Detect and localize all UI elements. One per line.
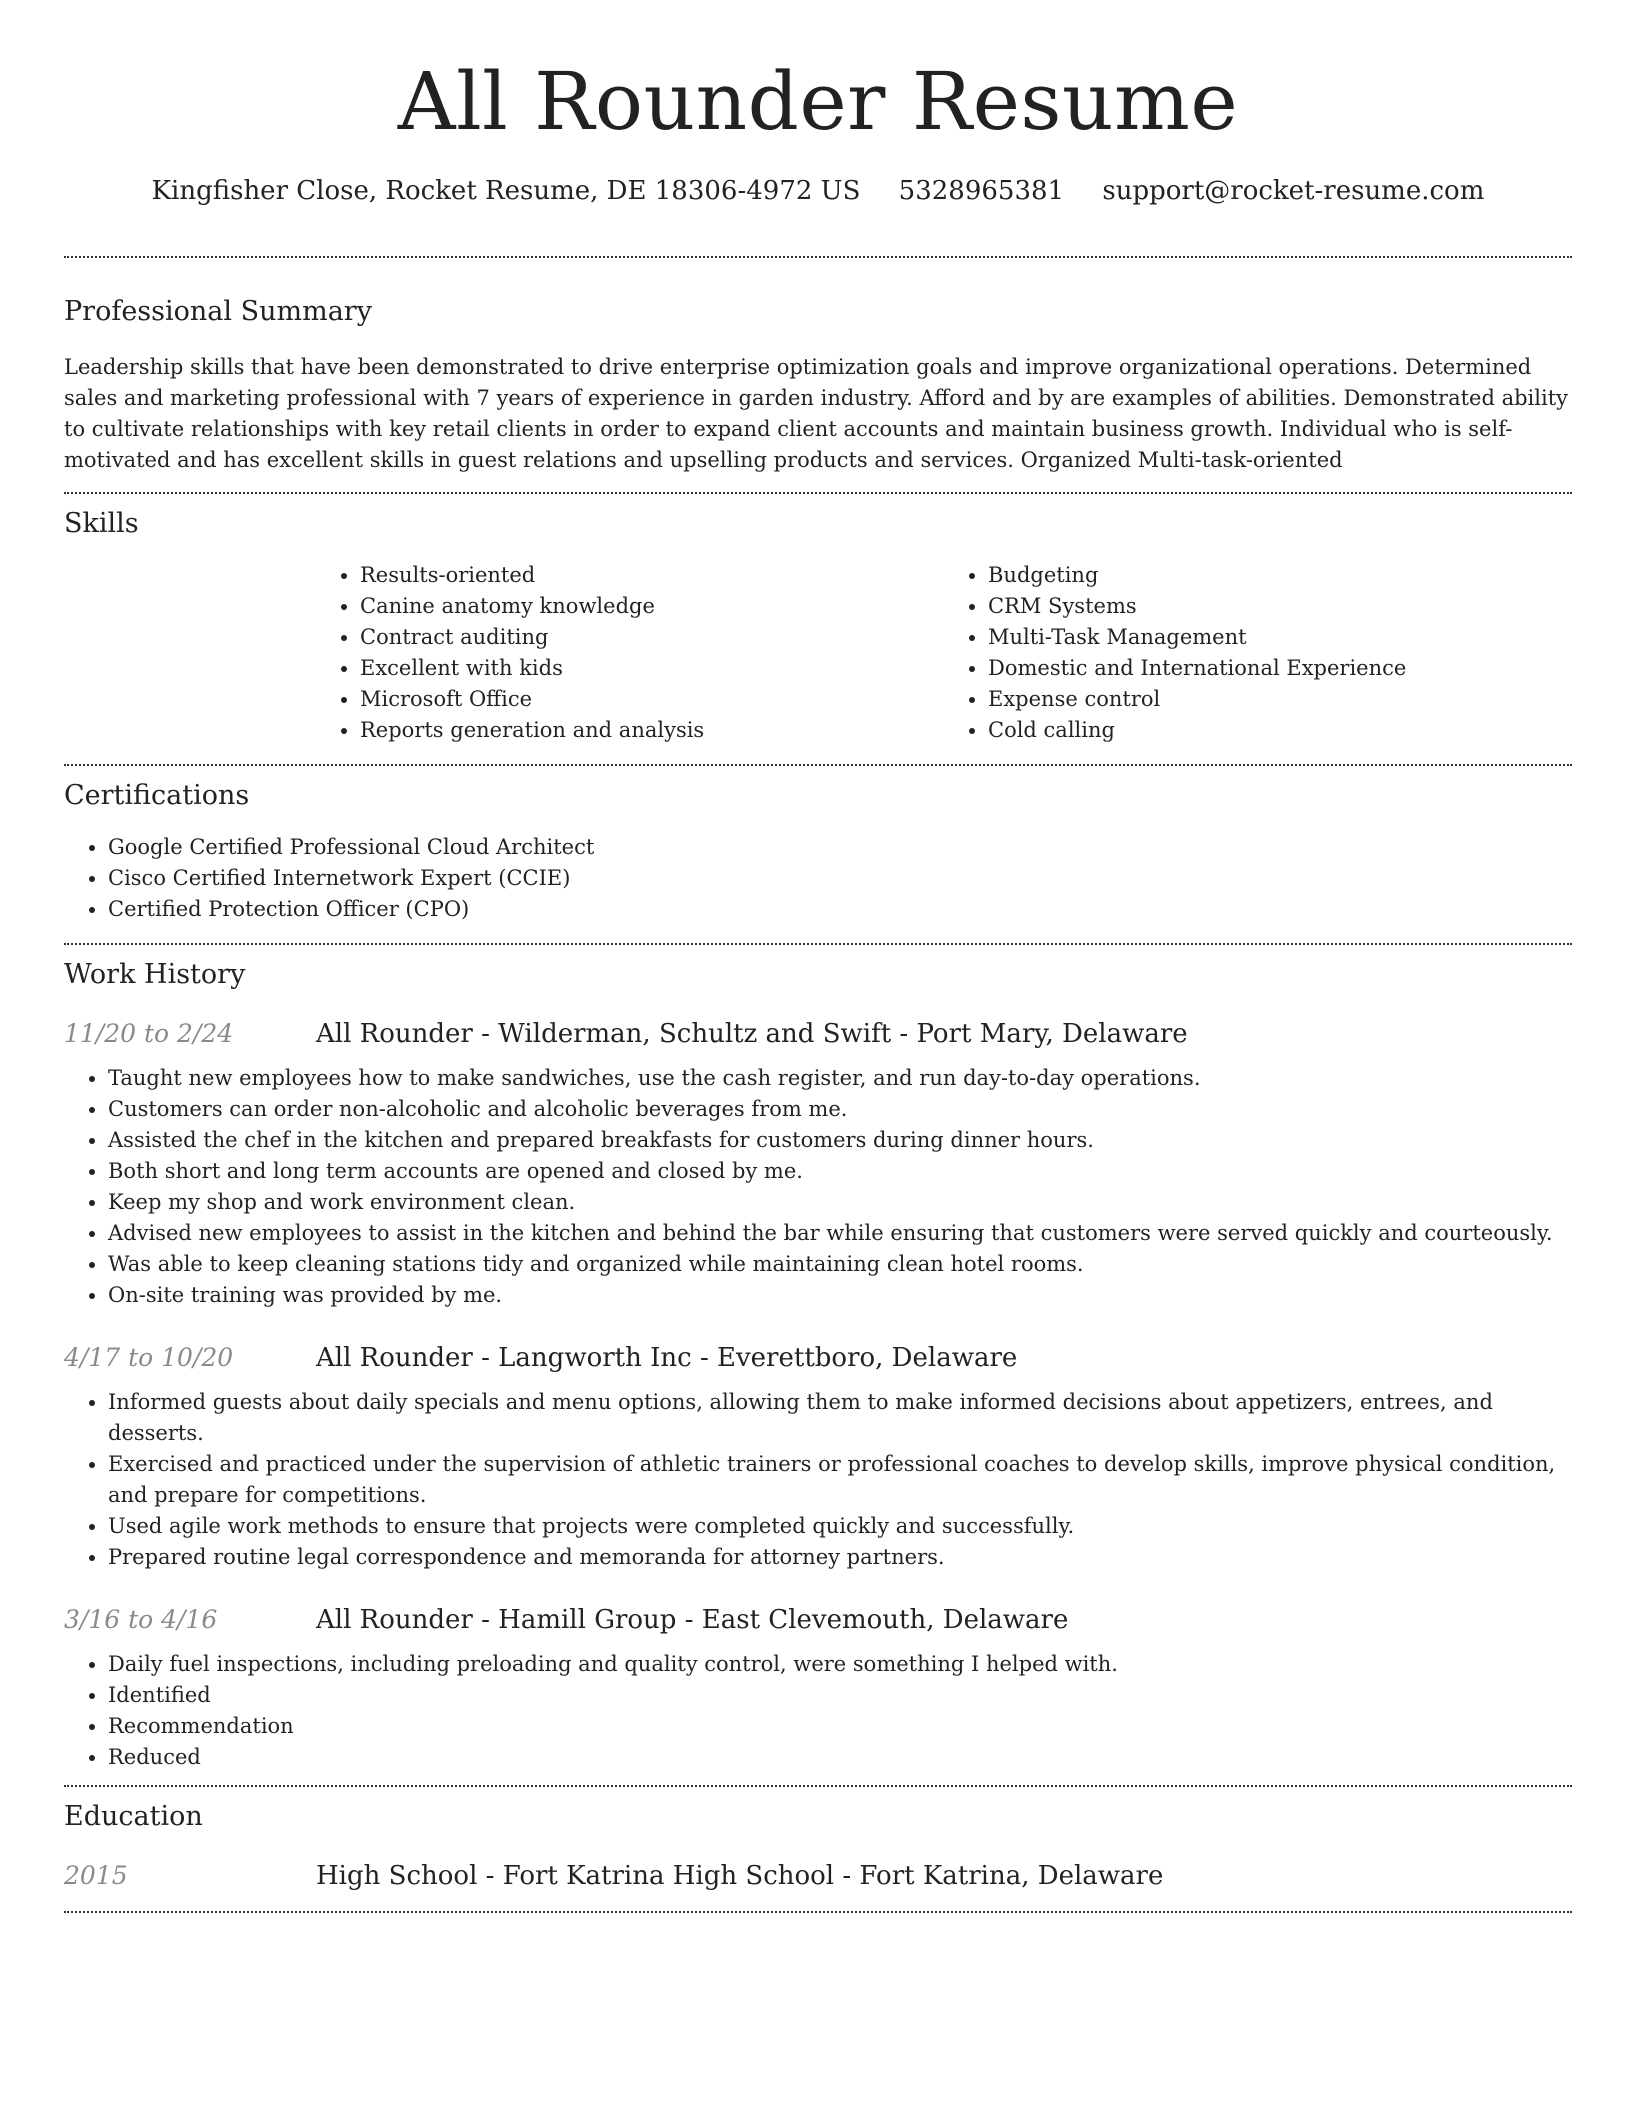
job-bullet: • On-site training was provided by me.	[108, 1280, 1572, 1311]
education-title: High School - Fort Katrina High School - Fort Katrina, Delaware	[316, 1861, 1164, 1891]
job-bullet: • Recommendation	[108, 1711, 1572, 1742]
skill-item: • CRM Systems	[988, 591, 1572, 622]
job-bullet: • Reduced	[108, 1742, 1572, 1773]
job-title: All Rounder - Hamill Group - East Clevemouth, Delaware	[316, 1605, 1069, 1635]
job-bullet: • Informed guests about daily specials and menu options, allowing them to make informed decisions about appetizers, entrees, and desserts.	[108, 1387, 1572, 1449]
section-title-work-history: Work History	[64, 959, 246, 990]
skill-item: • Cold calling	[988, 715, 1572, 746]
job-bullet: • Customers can order non-alcoholic and alcoholic beverages from me.	[108, 1094, 1572, 1125]
contact-line	[64, 174, 1572, 208]
job-title: All Rounder - Wilderman, Schultz and Swift - Port Mary, Delaware	[316, 1019, 1188, 1049]
job-bullet: • Prepared routine legal correspondence and memoranda for attorney partners.	[108, 1542, 1572, 1573]
job-entry	[64, 1603, 1572, 1773]
section-title-skills: Skills	[64, 508, 139, 539]
job-bullet: • Keep my shop and work environment clean.	[108, 1187, 1572, 1218]
skill-item: • Contract auditing	[360, 622, 944, 653]
section-title-education: Education	[64, 1801, 203, 1832]
contact-email: support@rocket-resume.com	[1102, 176, 1485, 206]
skill-item: • Budgeting	[988, 560, 1572, 591]
skill-item: • Excellent with kids	[360, 653, 944, 684]
skills-list-right	[944, 560, 1572, 746]
job-bullets	[64, 1063, 1572, 1311]
job-bullet: • Taught new employees how to make sandwiches, use the cash register, and run day-to-day operations.	[108, 1063, 1572, 1094]
section-divider	[64, 1911, 1572, 1913]
education-section	[64, 1787, 1572, 1893]
job-bullet: • Daily fuel inspections, including preloading and quality control, were something I helped with.	[108, 1649, 1572, 1680]
certification-item: • Certified Protection Officer (CPO)	[108, 894, 1572, 925]
job-bullet: • Advised new employees to assist in the kitchen and behind the bar while ensuring that customers were served quickly and courteously.	[108, 1218, 1572, 1249]
job-bullet: • Both short and long term accounts are opened and closed by me.	[108, 1156, 1572, 1187]
skills-list-left	[316, 560, 944, 746]
certification-item: • Cisco Certified Internetwork Expert (CCIE)	[108, 863, 1572, 894]
job-bullets	[64, 1387, 1572, 1573]
contact-phone: 5328965381	[898, 176, 1065, 206]
education-entry	[64, 1859, 1572, 1893]
skills-grid	[316, 560, 1572, 746]
certifications-list	[64, 832, 1572, 925]
summary-section	[64, 258, 1572, 476]
certifications-section	[64, 766, 1572, 925]
job-bullet: • Was able to keep cleaning stations tidy and organized while maintaining clean hotel rooms.	[108, 1249, 1572, 1280]
skill-item: • Results-oriented	[360, 560, 944, 591]
education-year: 2015	[64, 1861, 128, 1890]
job-bullet: • Exercised and practiced under the supervision of athletic trainers or professional coaches to develop skills, improve physical condition, and prepare for competitions.	[108, 1449, 1572, 1511]
job-bullets	[64, 1649, 1572, 1773]
section-title-certifications: Certifications	[64, 780, 250, 811]
certification-item: • Google Certified Professional Cloud Architect	[108, 832, 1572, 863]
job-dates: 3/16 to 4/16	[64, 1605, 218, 1634]
resume-name: All Rounder Resume	[397, 55, 1239, 148]
job-bullet: • Used agile work methods to ensure that projects were completed quickly and successfully.	[108, 1511, 1572, 1542]
skill-item: • Expense control	[988, 684, 1572, 715]
skill-item: • Reports generation and analysis	[360, 715, 944, 746]
contact-address: Kingfisher Close, Rocket Resume, DE 18306-4972 US	[151, 176, 861, 206]
job-dates: 11/20 to 2/24	[64, 1019, 234, 1048]
resume-page	[64, 0, 1572, 1913]
skill-item: • Microsoft Office	[360, 684, 944, 715]
skill-item: • Domestic and International Experience	[988, 653, 1572, 684]
section-title-summary: Professional Summary	[64, 296, 372, 327]
job-dates: 4/17 to 10/20	[64, 1343, 234, 1372]
job-entry	[64, 1017, 1572, 1311]
job-entry	[64, 1341, 1572, 1573]
job-bullet: • Assisted the chef in the kitchen and prepared breakfasts for customers during dinner hours.	[108, 1125, 1572, 1156]
skills-section	[64, 494, 1572, 746]
job-bullet: • Identified	[108, 1680, 1572, 1711]
work-history-section	[64, 945, 1572, 1773]
skill-item: • Canine anatomy knowledge	[360, 591, 944, 622]
skill-item: • Multi-Task Management	[988, 622, 1572, 653]
summary-text: Leadership skills that have been demonstrated to drive enterprise optimization goals and improve organizational operations. Determined sales and marketing professional with 7 years of experience in garden industry. Afford and by are examples of abilities. Demonstrated ability to cultivate relationships with key retail clients in order to expand client accounts and maintain business growth. Individual who is self-motivated and has excellent skills in guest relations and upselling products and services. Organized Multi-task-oriented	[64, 355, 1569, 472]
job-title: All Rounder - Langworth Inc - Everettboro, Delaware	[316, 1343, 1018, 1373]
